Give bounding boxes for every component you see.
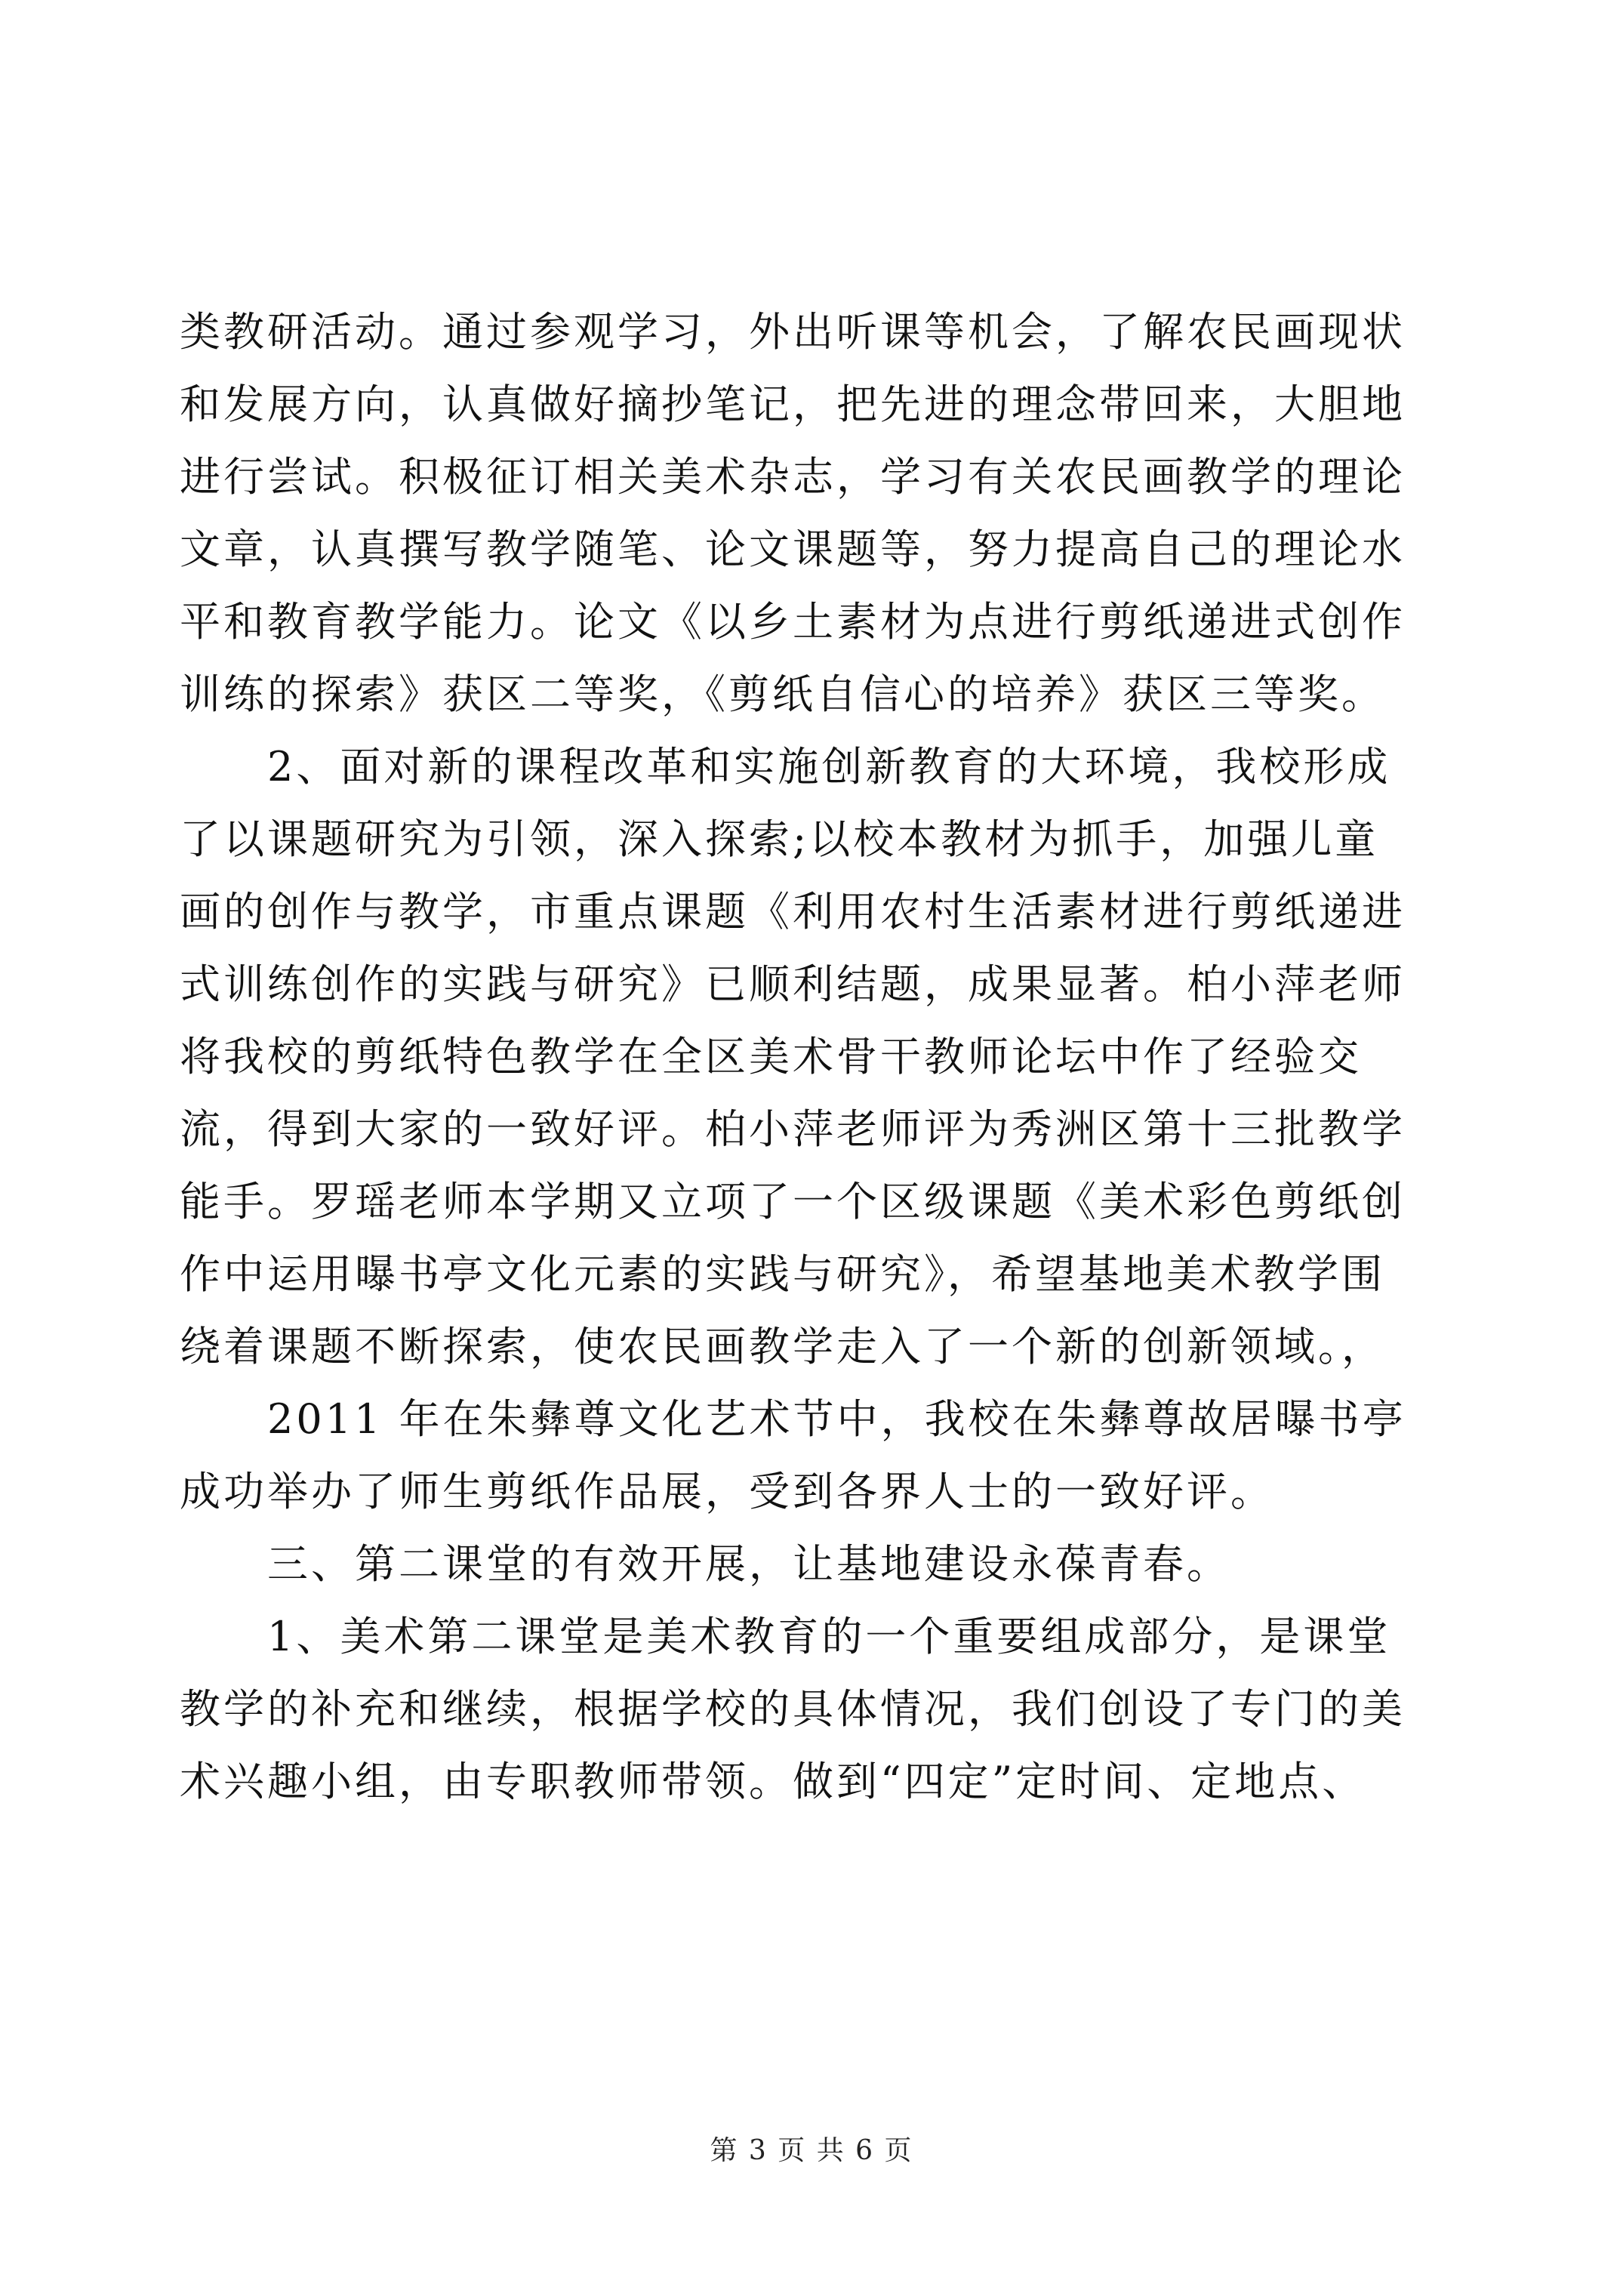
document-body — [180, 296, 1448, 1818]
text-line: 和发展方向，认真做好摘抄笔记，把先进的理念带回来，大胆地 — [180, 381, 1406, 428]
text-line: 流，得到大家的一致好评。柏小萍老师评为秀洲区第十三批教学 — [180, 1105, 1406, 1153]
text-line: 平和教育教学能力。论文《以乡土素材为点进行剪纸递进式创作 — [180, 598, 1406, 646]
text-line: 式训练创作的实践与研究》已顺利结题，成果显著。柏小萍老师 — [180, 960, 1406, 1008]
text-line: 作中运用曝书亭文化元素的实践与研究》，希望基地美术教学围 — [180, 1250, 1385, 1298]
text-line: 2011 年在朱彝尊文化艺术节中，我校在朱彝尊故居曝书亭 — [180, 1395, 1406, 1443]
text-line: 类教研活动。通过参观学习，外出听课等机会，了解农民画现状 — [180, 308, 1406, 356]
page-footer: 第 3 页 共 6 页 — [710, 2135, 913, 2166]
text-line: 文章，认真撰写教学随笔、论文课题等，努力提高自己的理论水 — [180, 525, 1406, 573]
text-line: 三、第二课堂的有效开展，让基地建设永葆青春。 — [180, 1540, 1230, 1588]
text-line: 画的创作与教学，市重点课题《利用农村生活素材进行剪纸递进 — [180, 888, 1406, 935]
text-line: 教学的补充和继续，根据学校的具体情况，我们创设了专门的美 — [180, 1685, 1406, 1733]
text-line: 进行尝试。积极征订相关美术杂志，学习有关农民画教学的理论 — [180, 453, 1406, 501]
text-line: 训练的探索》获区二等奖，《剪纸自信心的培养》获区三等奖。 — [180, 670, 1385, 718]
text-line: 1、美术第二课堂是美术教育的一个重要组成部分，是课堂 — [180, 1613, 1391, 1660]
text-line: 术兴趣小组，由专职教师带领。做到“四定”定时间、定地点、 — [180, 1758, 1366, 1805]
text-line: 将我校的剪纸特色教学在全区美术骨干教师论坛中作了经验交 — [180, 1033, 1362, 1080]
text-line: 2、面对新的课程改革和实施创新教育的大环境，我校形成 — [180, 743, 1391, 791]
text-line: 绕着课题不断探索，使农民画教学走入了一个新的创新领域。， — [180, 1323, 1385, 1370]
text-line: 了以课题研究为引领，深入探索;以校本教材为抓手，加强儿童 — [180, 815, 1379, 863]
text-line: 成功举办了师生剪纸作品展，受到各界人士的一致好评。 — [180, 1468, 1274, 1515]
text-line: 能手。罗瑶老师本学期又立项了一个区级课题《美术彩色剪纸创 — [180, 1178, 1406, 1225]
